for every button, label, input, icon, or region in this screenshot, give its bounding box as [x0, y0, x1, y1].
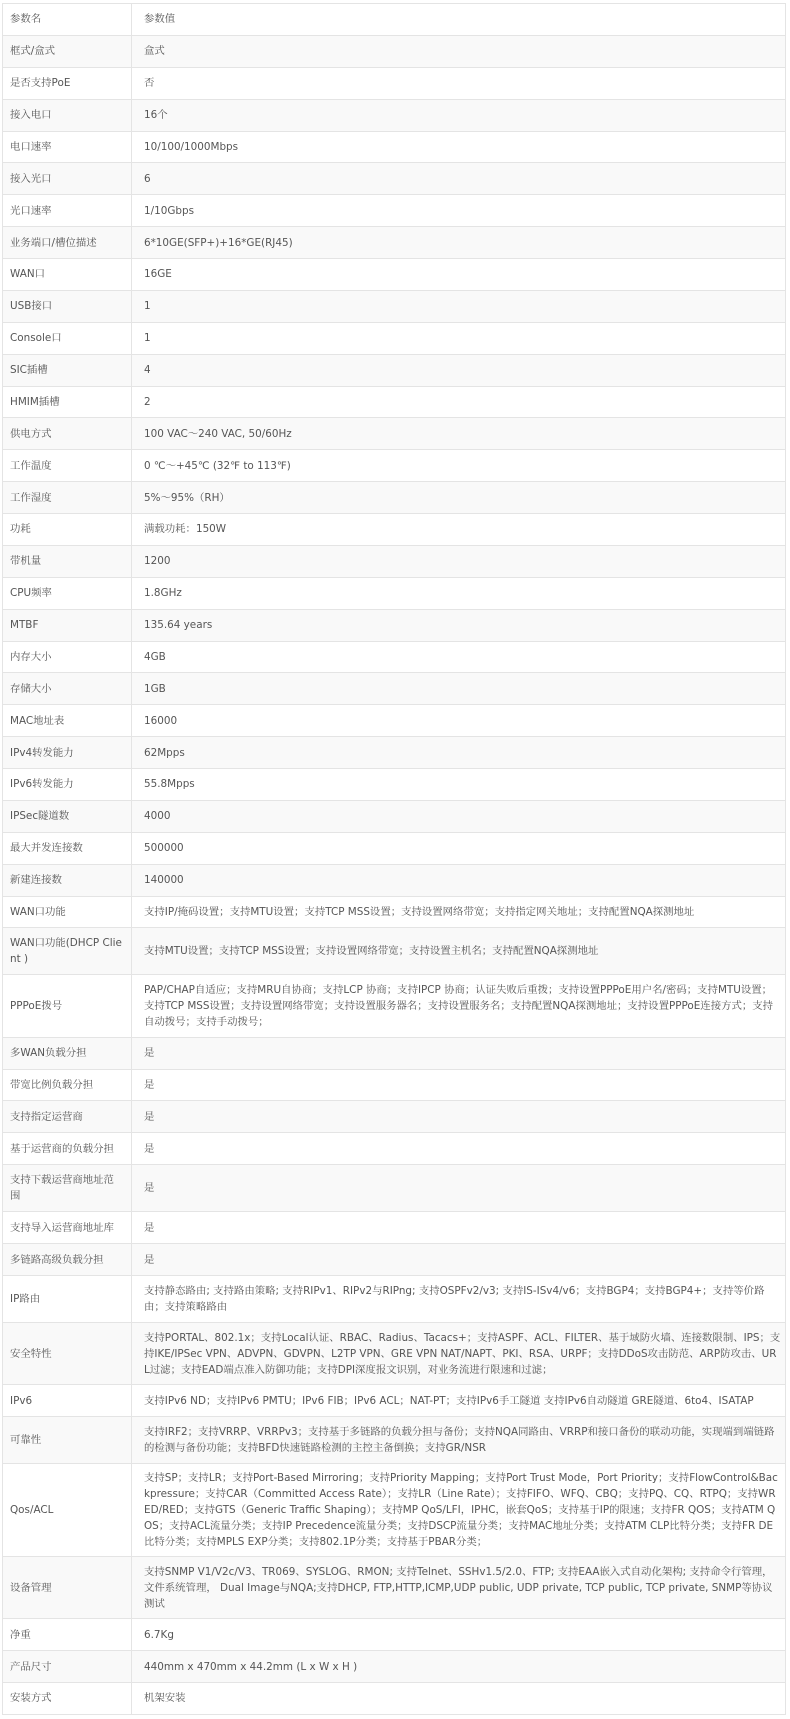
- param-name-cell: 供电方式: [3, 418, 132, 450]
- param-value-cell: 是: [132, 1101, 786, 1133]
- table-row: [3, 1417, 786, 1464]
- param-value-cell: 是: [132, 1212, 786, 1244]
- param-value-cell: 4GB: [132, 641, 786, 673]
- param-value-cell: 1200: [132, 545, 786, 577]
- param-value-cell: 10/100/1000Mbps: [132, 131, 786, 163]
- table-row: [3, 800, 786, 832]
- param-name-cell: 净重: [3, 1619, 132, 1651]
- param-name-cell: IPSec隧道数: [3, 800, 132, 832]
- table-row: [3, 35, 786, 67]
- table-row: [3, 67, 786, 99]
- param-value-cell: 支持PORTAL、802.1x；支持Local认证、RBAC、Radius、Tacacs+；支持ASPF、ACL、FILTER、基于域防火墙、连接数限制、IPS；支持IKE/IPSec VPN、ADVPN、GDVPN、L2TP VPN、GRE VPN NAT/NAPT、PKI、RSA、URPF；支持DDoS攻击防范、ARP防攻击、URL过滤；支持EAD端点准入防御功能；支持DPI深度报文识别，对业务流进行限速和过滤；: [132, 1323, 786, 1385]
- table-row: [3, 1619, 786, 1651]
- table-row: [3, 1165, 786, 1212]
- param-value-cell: 否: [132, 67, 786, 99]
- param-value-cell: 6: [132, 163, 786, 195]
- table-row: [3, 737, 786, 769]
- param-name-cell: 是否支持PoE: [3, 67, 132, 99]
- param-name-cell: USB接口: [3, 290, 132, 322]
- table-row: [3, 418, 786, 450]
- param-name-cell: SIC插槽: [3, 354, 132, 386]
- table-row: [3, 259, 786, 291]
- param-value-cell: 6.7Kg: [132, 1619, 786, 1651]
- param-value-cell: 1: [132, 290, 786, 322]
- param-name-cell: 电口速率: [3, 131, 132, 163]
- table-row: [3, 1133, 786, 1165]
- spec-table: [2, 3, 786, 1715]
- param-name-cell: 多WAN负载分担: [3, 1037, 132, 1069]
- param-name-cell: 多链路高级负载分担: [3, 1244, 132, 1276]
- param-name-cell: 功耗: [3, 514, 132, 546]
- header-param-name: 参数名: [3, 4, 132, 36]
- param-value-cell: 62Mpps: [132, 737, 786, 769]
- table-row: [3, 1212, 786, 1244]
- table-row: [3, 1069, 786, 1101]
- param-name-cell: 接入电口: [3, 99, 132, 131]
- param-name-cell: 设备管理: [3, 1557, 132, 1619]
- table-row: [3, 386, 786, 418]
- table-row: [3, 769, 786, 801]
- table-row: [3, 1651, 786, 1683]
- param-value-cell: 1: [132, 322, 786, 354]
- param-value-cell: 5%～95%（RH）: [132, 482, 786, 514]
- table-row: [3, 577, 786, 609]
- table-row: [3, 163, 786, 195]
- param-value-cell: 支持IP/掩码设置；支持MTU设置；支持TCP MSS设置；支持设置网络带宽；支持指定网关地址；支持配置NQA探测地址: [132, 896, 786, 928]
- param-name-cell: 最大并发连接数: [3, 832, 132, 864]
- param-value-cell: 2: [132, 386, 786, 418]
- param-name-cell: 内存大小: [3, 641, 132, 673]
- param-name-cell: 框式/盒式: [3, 35, 132, 67]
- table-row: [3, 1276, 786, 1323]
- table-row: [3, 1101, 786, 1133]
- param-name-cell: MTBF: [3, 609, 132, 641]
- table-row: [3, 1323, 786, 1385]
- table-row: [3, 864, 786, 896]
- param-name-cell: PPPoE拨号: [3, 975, 132, 1037]
- param-name-cell: WAN口功能: [3, 896, 132, 928]
- table-row: [3, 673, 786, 705]
- param-value-cell: 是: [132, 1133, 786, 1165]
- table-row: [3, 131, 786, 163]
- param-value-cell: 1/10Gbps: [132, 195, 786, 227]
- table-row: [3, 482, 786, 514]
- param-name-cell: 接入光口: [3, 163, 132, 195]
- param-name-cell: 工作温度: [3, 450, 132, 482]
- table-row: [3, 322, 786, 354]
- param-name-cell: 支持下载运营商地址范围: [3, 1165, 132, 1212]
- param-name-cell: 新建连接数: [3, 864, 132, 896]
- param-name-cell: 业务端口/槽位描述: [3, 227, 132, 259]
- param-name-cell: 支持导入运营商地址库: [3, 1212, 132, 1244]
- param-name-cell: 可靠性: [3, 1417, 132, 1464]
- param-value-cell: 16GE: [132, 259, 786, 291]
- param-name-cell: MAC地址表: [3, 705, 132, 737]
- param-value-cell: 支持SP；支持LR；支持Port-Based Mirroring；支持Priority Mapping；支持Port Trust Mode，Port Priority；支持FlowControl&Backpressure；支持CAR（Committed Access Rate）；支持LR（Line Rate）；支持FIFO、WFQ、CBQ；支持PQ、CQ、RTPQ；支持WRED/RED；支持GTS（Generic Traffic Shaping）；支持MP QoS/LFI，IPHC，嵌套QoS；支持基于IP的限速；支持FR QOS；支持ATM QOS；支持ACL流量分类；支持IP Precedence流量分类；支持DSCP流量分类；支持MAC地址分类；支持ATM CLP比特分类；支持FR DE比特分类；支持MPLS EXP分类；支持802.1P分类；支持基于PBAR分类；: [132, 1464, 786, 1557]
- table-row: [3, 227, 786, 259]
- param-value-cell: 支持SNMP V1/V2c/V3、TR069、SYSLOG、RMON; 支持Telnet、SSHv1.5/2.0、FTP; 支持EAA嵌入式自动化架构; 支持命令行管理，文件系统管理， Dual Image与NQA;支持DHCP, FTP,HTTP,ICMP,UDP public, UDP private, TCP public, TCP private, SNMP等协议测试: [132, 1557, 786, 1619]
- param-value-cell: 500000: [132, 832, 786, 864]
- table-row: [3, 195, 786, 227]
- table-row: [3, 1385, 786, 1417]
- table-row: [3, 928, 786, 975]
- param-value-cell: 是: [132, 1069, 786, 1101]
- table-row: [3, 641, 786, 673]
- param-value-cell: 16000: [132, 705, 786, 737]
- spec-table-body: [3, 4, 786, 1715]
- param-value-cell: 盒式: [132, 35, 786, 67]
- param-name-cell: 工作湿度: [3, 482, 132, 514]
- param-value-cell: 满载功耗：150W: [132, 514, 786, 546]
- param-value-cell: 是: [132, 1037, 786, 1069]
- header-param-value: 参数值: [132, 4, 786, 36]
- table-row: [3, 1683, 786, 1715]
- param-value-cell: PAP/CHAP自适应；支持MRU自协商；支持LCP 协商；支持IPCP 协商；认证失败后重拨；支持设置PPPoE用户名/密码；支持MTU设置；支持TCP MSS设置；支持设置网络带宽；支持设置服务器名；支持设置服务名；支持配置NQA探测地址；支持设置PPPoE连接方式；支持自动拨号；支持手动拨号；: [132, 975, 786, 1037]
- param-name-cell: 带机量: [3, 545, 132, 577]
- param-value-cell: 支持MTU设置；支持TCP MSS设置；支持设置网络带宽；支持设置主机名；支持配置NQA探测地址: [132, 928, 786, 975]
- param-value-cell: 支持静态路由; 支持路由策略; 支持RIPv1、RIPv2与RIPng; 支持OSPFv2/v3; 支持IS-ISv4/v6；支持BGP4；支持BGP4+；支持等价路由；支持策略路由: [132, 1276, 786, 1323]
- param-value-cell: 140000: [132, 864, 786, 896]
- param-name-cell: Qos/ACL: [3, 1464, 132, 1557]
- param-value-cell: 440mm x 470mm x 44.2mm (L x W x H ): [132, 1651, 786, 1683]
- table-row: [3, 975, 786, 1037]
- param-value-cell: 4000: [132, 800, 786, 832]
- param-name-cell: 带宽比例负载分担: [3, 1069, 132, 1101]
- param-name-cell: 支持指定运营商: [3, 1101, 132, 1133]
- param-value-cell: 1.8GHz: [132, 577, 786, 609]
- param-name-cell: IP路由: [3, 1276, 132, 1323]
- param-name-cell: WAN口功能(DHCP Client ): [3, 928, 132, 975]
- param-name-cell: 基于运营商的负载分担: [3, 1133, 132, 1165]
- param-value-cell: 55.8Mpps: [132, 769, 786, 801]
- param-name-cell: WAN口: [3, 259, 132, 291]
- table-row: [3, 450, 786, 482]
- param-value-cell: 16个: [132, 99, 786, 131]
- param-value-cell: 是: [132, 1165, 786, 1212]
- param-value-cell: 1GB: [132, 673, 786, 705]
- table-row: [3, 514, 786, 546]
- param-value-cell: 0 ℃～+45℃ (32℉ to 113℉): [132, 450, 786, 482]
- param-name-cell: IPv6转发能力: [3, 769, 132, 801]
- param-value-cell: 支持IPv6 ND；支持IPv6 PMTU；IPv6 FIB；IPv6 ACL；NAT-PT；支持IPv6手工隧道 支持IPv6自动隧道 GRE隧道、6to4、ISATAP: [132, 1385, 786, 1417]
- table-row: [3, 705, 786, 737]
- param-name-cell: 存储大小: [3, 673, 132, 705]
- table-row: [3, 1464, 786, 1557]
- table-row: [3, 545, 786, 577]
- param-name-cell: 光口速率: [3, 195, 132, 227]
- param-name-cell: 安全特性: [3, 1323, 132, 1385]
- param-value-cell: 6*10GE(SFP+)+16*GE(RJ45): [132, 227, 786, 259]
- table-row: [3, 1037, 786, 1069]
- table-row: [3, 832, 786, 864]
- param-value-cell: 100 VAC～240 VAC, 50/60Hz: [132, 418, 786, 450]
- param-value-cell: 135.64 years: [132, 609, 786, 641]
- param-value-cell: 机架安装: [132, 1683, 786, 1715]
- table-row: [3, 896, 786, 928]
- table-row: [3, 290, 786, 322]
- table-row: [3, 1557, 786, 1619]
- table-row: [3, 99, 786, 131]
- param-name-cell: IPv6: [3, 1385, 132, 1417]
- table-row: [3, 354, 786, 386]
- table-header-row: [3, 4, 786, 36]
- param-name-cell: CPU频率: [3, 577, 132, 609]
- param-name-cell: 产品尺寸: [3, 1651, 132, 1683]
- param-name-cell: Console口: [3, 322, 132, 354]
- param-name-cell: 安装方式: [3, 1683, 132, 1715]
- param-value-cell: 是: [132, 1244, 786, 1276]
- table-row: [3, 1244, 786, 1276]
- param-value-cell: 支持IRF2；支持VRRP、VRRPv3；支持基于多链路的负载分担与备份；支持NQA同路由、VRRP和接口备份的联动功能，实现端到端链路的检测与备份功能；支持BFD快速链路检测的主控主备倒换；支持GR/NSR: [132, 1417, 786, 1464]
- table-row: [3, 609, 786, 641]
- param-name-cell: IPv4转发能力: [3, 737, 132, 769]
- param-value-cell: 4: [132, 354, 786, 386]
- param-name-cell: HMIM插槽: [3, 386, 132, 418]
